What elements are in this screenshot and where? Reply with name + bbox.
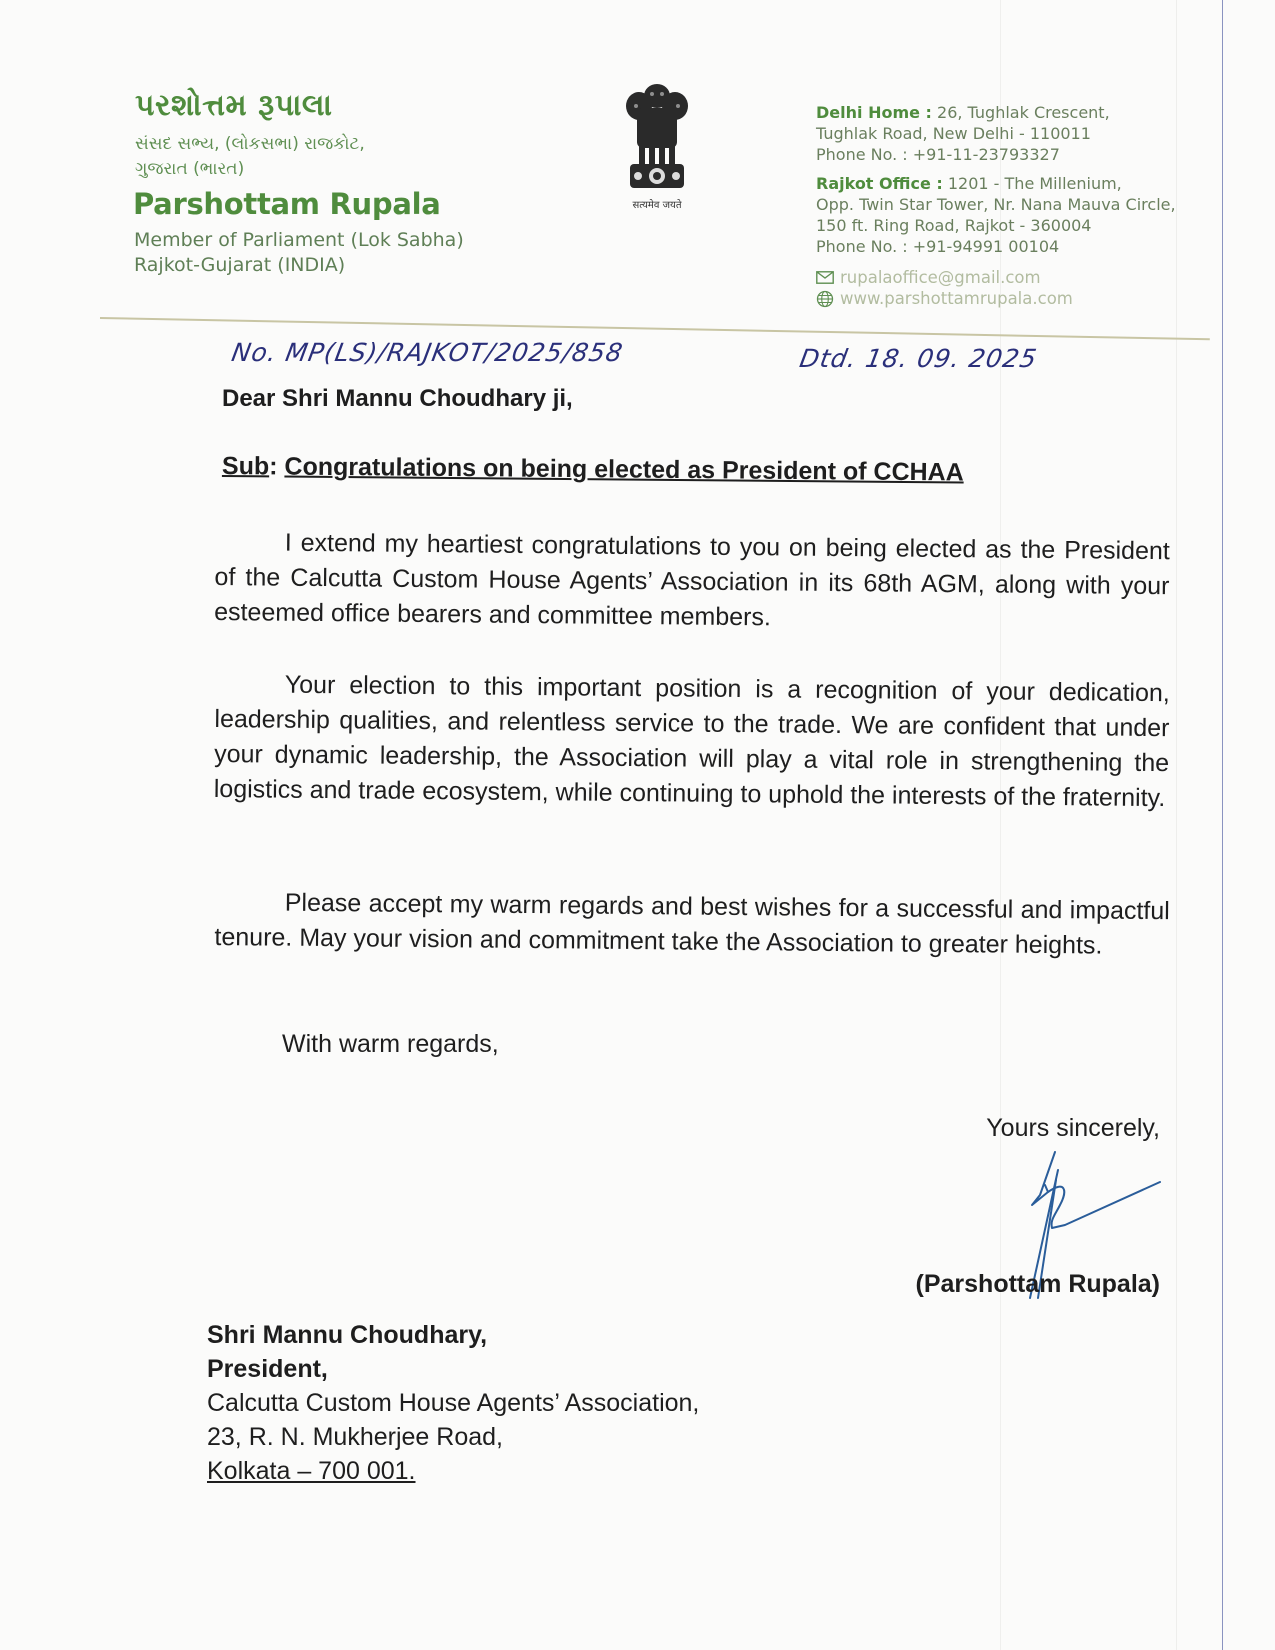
contact-links — [816, 267, 1176, 309]
page-edge-line — [1222, 0, 1223, 1650]
rajkot-office-address — [816, 173, 1176, 257]
letterhead-role: Member of Parliament (Lok Sabha) — [134, 229, 464, 251]
letterhead-contact — [816, 102, 1176, 309]
valediction: Yours sincerely, — [986, 1114, 1160, 1142]
gujarati-line-2: ગુજરાત (ભારત) — [135, 159, 245, 179]
delhi-home-line1: 26, Tughlak Crescent, — [931, 103, 1110, 122]
letterhead-separator — [100, 317, 1210, 340]
delhi-home-address — [816, 102, 1176, 165]
subject-line — [222, 452, 964, 487]
website-link[interactable]: www.parshottamrupala.com — [840, 289, 1073, 308]
delhi-home-phone: Phone No. : +91-11-23793327 — [816, 145, 1060, 164]
delhi-home-line2: Tughlak Road, New Delhi - 110011 — [816, 124, 1091, 143]
recipient-address — [207, 1318, 699, 1488]
rajkot-office-phone: Phone No. : +91-94991 00104 — [816, 237, 1060, 256]
reference-date: Dtd. 18. 09. 2025 — [797, 344, 1040, 373]
website-row — [816, 288, 1176, 309]
body-paragraph-2: Your election to this important position is a recognition of your dedication, leadership qualities, and relentless service to the trade. We are confident that under your dynamic leadership, the Association will play a vital role in strengthening the logistics and trade ecosystem, while continuing to uphold the interests of the fraternity. — [213, 670, 1170, 813]
national-emblem-icon — [612, 78, 702, 213]
recipient-name: Shri Mannu Choudhary, — [207, 1321, 488, 1349]
salutation: Dear Shri Mannu Choudhary ji, — [222, 385, 573, 412]
closing: With warm regards, — [282, 1030, 499, 1058]
emblem-motto: सत्यमेव जयते — [632, 200, 682, 211]
globe-icon — [816, 290, 834, 308]
rajkot-office-label: Rajkot Office : — [816, 174, 943, 193]
scan-artifact-line — [1176, 0, 1177, 1650]
recipient-organization: Calcutta Custom House Agents’ Association, — [207, 1389, 700, 1417]
rajkot-office-line2: Opp. Twin Star Tower, Nr. Nana Mauva Circle, — [816, 195, 1176, 214]
email-link[interactable]: rupalaoffice@gmail.com — [840, 268, 1041, 287]
letterhead-gujarati-name: પરશોત્તમ રૂપાલા — [135, 88, 333, 123]
subject-text: Congratulations on being elected as President of CCHAA — [284, 452, 964, 487]
email-row — [816, 267, 1176, 288]
gujarati-line-1: સંસદ સભ્ય, (લોકસભા) રાજકોટ, — [135, 134, 365, 154]
recipient-street: 23, R. N. Mukherjee Road, — [207, 1423, 503, 1451]
recipient-title: President, — [207, 1355, 328, 1383]
reference-number: No. MP(LS)/RAJKOT/2025/858 — [229, 338, 626, 367]
body-paragraph-1: I extend my heartiest congratulations to you on being elected as the President of the Calcutta Custom House Agents’ Association in its 68th AGM, along with your esteemed office bearers and committee members. — [214, 528, 1170, 632]
letterhead-name: Parshottam Rupala — [133, 187, 441, 221]
envelope-icon — [816, 271, 834, 284]
body-paragraph-3: Please accept my warm regards and best wishes for a successful and impactful tenure. May your vision and commitment take the Association to greater heights. — [214, 888, 1170, 960]
letterhead-constituency: Rajkot-Gujarat (INDIA) — [134, 254, 346, 276]
letterhead-gujarati-designation — [135, 132, 365, 182]
signatory-name: (Parshottam Rupala) — [915, 1270, 1160, 1298]
recipient-city: Kolkata – 700 001. — [207, 1457, 416, 1485]
letterhead-designation — [134, 228, 464, 278]
subject-label: Sub — [221, 452, 270, 481]
subject-separator: : — [269, 452, 285, 481]
delhi-home-label: Delhi Home : — [816, 103, 932, 122]
rajkot-office-line1: 1201 - The Millenium, — [942, 174, 1122, 193]
rajkot-office-line3: 150 ft. Ring Road, Rajkot - 360004 — [816, 216, 1092, 235]
